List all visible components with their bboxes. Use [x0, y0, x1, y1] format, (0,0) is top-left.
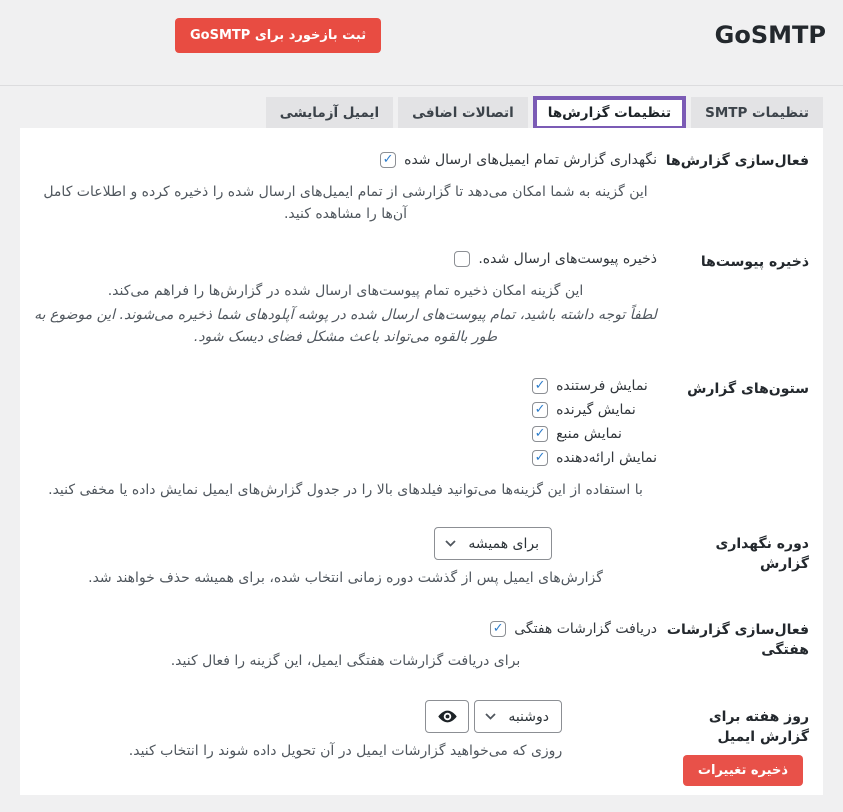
setting-label: روز هفته برای گزارش ایمیل: [708, 709, 809, 745]
tab-smtp-settings[interactable]: تنظیمات SMTP: [691, 97, 823, 129]
checkbox-label: نگهداری گزارش تمام ایمیل‌های ارسال شده: [404, 152, 657, 168]
save-changes-button[interactable]: ذخیره تغییرات: [683, 755, 803, 786]
tab-log-settings[interactable]: تنظیمات گزارش‌ها: [533, 96, 686, 130]
setting-description: این گزینه امکان ذخیره تمام پیوست‌های ارسال شده در گزارش‌ها را فراهم می‌کند.: [107, 283, 584, 299]
show-sender-checkbox[interactable]: [532, 378, 548, 394]
log-enable-checkbox-row[interactable]: [380, 150, 657, 170]
checkbox-label: نمایش گیرنده: [556, 402, 636, 418]
show-source-checkbox[interactable]: [532, 426, 548, 442]
select-value: دوشنبه: [508, 708, 549, 725]
tab-test-email[interactable]: ایمیل آزمایشی: [266, 97, 393, 129]
setting-row-save-attachments: [34, 249, 809, 348]
show-recipient-checkbox-row[interactable]: [532, 400, 657, 420]
chevron-down-icon: [485, 713, 496, 720]
setting-label: دوره نگهداری گزارش: [715, 536, 809, 572]
setting-description: این گزینه به شما امکان می‌دهد تا گزارشی از تمام ایمیل‌های ارسال شده را ذخیره کرده و اطلاعات کامل آن‌ها را مشاهده کنید.: [43, 184, 648, 222]
save-attachments-checkbox[interactable]: [454, 251, 470, 267]
save-attachments-checkbox-row[interactable]: [454, 249, 657, 269]
show-source-checkbox-row[interactable]: [532, 424, 657, 444]
setting-row-log-enable: [34, 148, 809, 225]
checkbox-label: نمایش ارائه‌دهنده: [556, 450, 657, 466]
show-provider-checkbox[interactable]: [532, 450, 548, 466]
log-enable-checkbox[interactable]: [380, 152, 396, 168]
checkbox-label: نمایش منبع: [556, 426, 622, 442]
weekly-reports-checkbox-row[interactable]: [490, 619, 657, 639]
preview-report-button[interactable]: [425, 700, 469, 733]
setting-label: فعال‌سازی گزارشات هفتگی: [666, 622, 809, 658]
setting-note: لطفاً توجه داشته باشید، تمام پیوست‌های ارسال شده در پوشه آپلودهای شما ذخیره می‌شوند. این موضوع به طور بالقوه می‌تواند باعث مشکل فضای دیسک شود.: [34, 307, 657, 345]
setting-row-log-columns: [34, 376, 809, 501]
setting-label: ذخیره پیوست‌ها: [700, 254, 809, 270]
show-sender-checkbox-row[interactable]: [532, 376, 657, 396]
setting-label: ستون‌های گزارش: [687, 381, 809, 397]
page-title: GoSMTP: [714, 21, 826, 49]
show-provider-checkbox-row[interactable]: [532, 448, 657, 468]
eye-icon: [437, 706, 458, 727]
log-settings-panel: [20, 128, 823, 795]
checkbox-label: ذخیره پیوست‌های ارسال شده.: [478, 251, 657, 267]
checkbox-label: نمایش فرستنده: [556, 378, 648, 394]
setting-row-report-day: [34, 698, 809, 762]
setting-description: روزی که می‌خواهید گزارشات ایمیل در آن تحویل داده شوند را انتخاب کنید.: [128, 743, 563, 759]
setting-label: فعال‌سازی گزارش‌ها: [665, 153, 809, 169]
report-day-select[interactable]: [474, 700, 562, 733]
header-divider: [0, 85, 843, 86]
setting-row-retention: [34, 525, 809, 589]
chevron-down-icon: [445, 540, 456, 547]
tab-additional-connections[interactable]: اتصالات اضافی: [398, 97, 528, 129]
retention-period-select[interactable]: [434, 527, 552, 560]
settings-tabs: [266, 96, 823, 129]
feedback-button[interactable]: ثبت بازخورد برای GoSMTP: [175, 18, 381, 53]
show-recipient-checkbox[interactable]: [532, 402, 548, 418]
setting-description: با استفاده از این گزینه‌ها می‌توانید فیلدهای بالا را در جدول گزارش‌های ایمیل نمایش داده یا مخفی کنید.: [48, 482, 643, 498]
setting-description: برای دریافت گزارشات هفتگی ایمیل، این گزینه را فعال کنید.: [170, 653, 521, 669]
setting-description: گزارش‌های ایمیل پس از گذشت دوره زمانی انتخاب شده، برای همیشه حذف خواهند شد.: [88, 570, 603, 586]
setting-row-weekly-enable: [34, 617, 809, 672]
select-value: برای همیشه: [468, 535, 539, 552]
checkbox-label: دریافت گزارشات هفتگی: [514, 621, 657, 637]
weekly-reports-checkbox[interactable]: [490, 621, 506, 637]
